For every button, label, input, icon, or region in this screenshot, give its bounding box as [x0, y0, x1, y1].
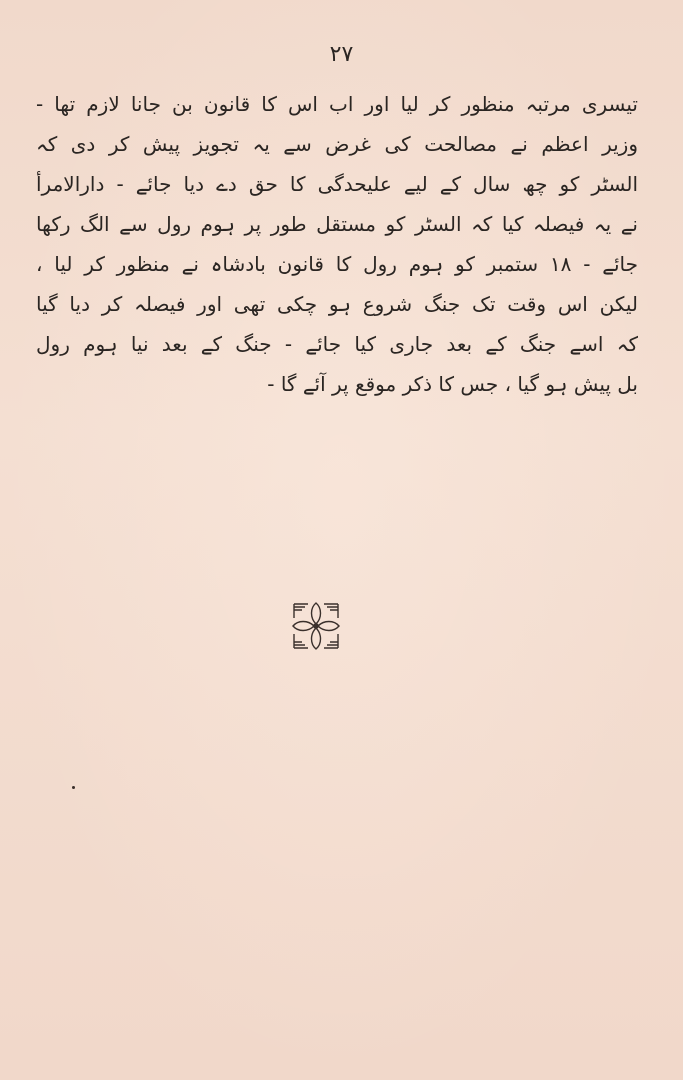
text-line: لیکن اس وقت تک جنگ شروع ہو چکی تھی اور فیصلہ کر دیا گیا: [36, 292, 638, 316]
page-number: ۲۷: [329, 42, 354, 67]
text-line: وزیر اعظم نے مصالحت کی غرض سے یہ تجویز پیش کر دی کہ: [36, 132, 638, 156]
text-line: السٹر کو چھ سال کے لیے علیحدگی کا حق دے دیا جائے - دارالامرأ: [36, 172, 638, 196]
text-line: کہ اسے جنگ کے بعد جاری کیا جائے - جنگ کے بعد نیا ہوم رول: [36, 332, 638, 356]
text-line: بل پیش ہو گیا ، جس کا ذکر موقع پر آئے گا -: [267, 372, 638, 396]
text-line: جائے - ۱۸ ستمبر کو ہوم رول کا قانون بادشاہ نے منظور کر لیا ،: [36, 252, 638, 276]
paper-speck: [72, 786, 75, 789]
text-line: تیسری مرتبہ منظور کر لیا اور اب اس کا قانون بن جانا لازم تھا -: [36, 92, 638, 116]
floral-ornament-icon: [288, 598, 344, 654]
body-paragraph: [36, 84, 638, 404]
text-line: نے یہ فیصلہ کیا کہ السٹر کو مستقل طور پر ہوم رول سے الگ رکھا: [36, 212, 638, 236]
